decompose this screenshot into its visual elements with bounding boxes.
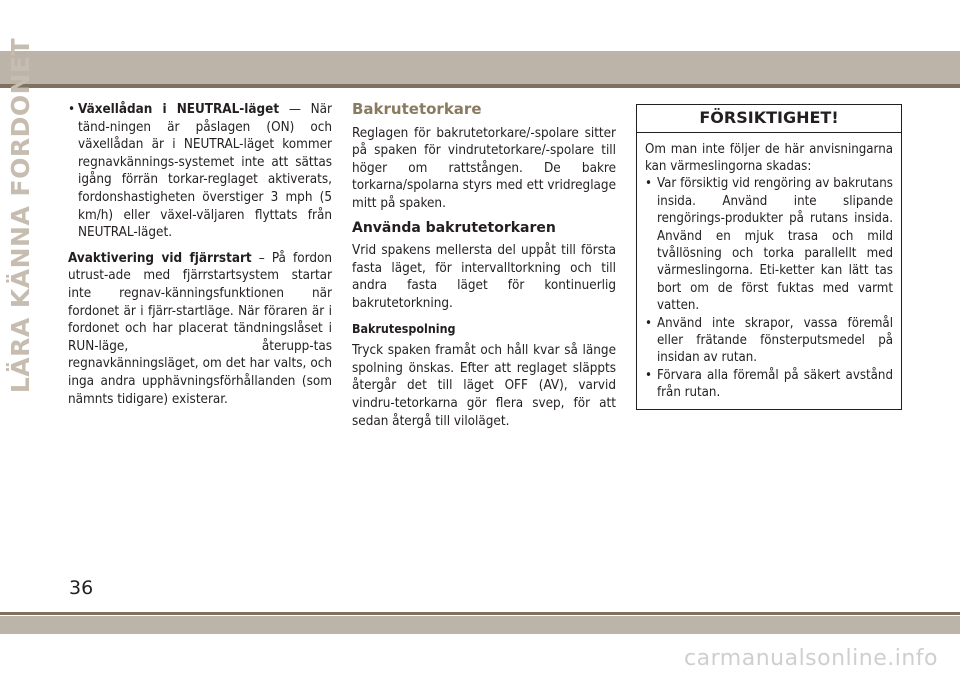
caution-body	[637, 133, 901, 409]
side-chapter-label	[3, 37, 39, 393]
subsection-heading: Använda bakrutetorkaren	[352, 219, 556, 236]
caution-item	[645, 315, 893, 367]
header-bar	[0, 51, 960, 84]
bullet-title: Växellådan i NEUTRAL-läget	[78, 102, 280, 117]
footer-bar	[0, 616, 960, 634]
column-left	[68, 101, 332, 408]
caution-intro: Om man inte följer de här anvisningarna kan värmeslingorna skadas:	[645, 141, 893, 174]
subsection-text: Vrid spakens mellersta del uppåt till första fasta läget, för intervalltorkning och till andra fasta läget för kontinuerlig bakrutetorkning.	[352, 243, 616, 311]
remote-start-title: Avaktivering vid fjärrstart	[68, 250, 252, 266]
caution-item-text: Var försiktig vid rengöring av bakrutans insida. Använd inte slipande rengörings-produkter på rutans insida. Använd en mjuk trasa och mild tvållösning och torka parallellt med värmeslingorna. Eti-ketter kan lätt tas bort om de först fuktas med varmt vatten.	[657, 176, 893, 314]
page-number: 36	[69, 577, 94, 599]
column-middle	[352, 101, 616, 430]
caution-box	[636, 104, 902, 410]
side-chapter-text: LÄRA KÄNNA FORDONET	[6, 37, 36, 393]
caution-item-text: Förvara alla föremål på säkert avstånd från rutan.	[657, 367, 893, 401]
bullet-dot: •	[645, 176, 652, 192]
bullet-text: — När tänd-ningen är påslagen (ON) och växellådan är i NEUTRAL-läget kommer regnavkännings-systemet inte att sättas igång förrän torkar-reglaget aktiverats, fordonshastigheten överstiger 3 mph (5 km/h) eller växel-väljaren flyttats från NEUTRAL-läget.	[78, 102, 333, 241]
washer-heading: Bakrutespolning	[352, 320, 456, 336]
caution-title: FÖRSIKTIGHET!	[637, 105, 901, 133]
caution-item-text: Använd inte skrapor, vassa föremål eller frätande fönsterputsmedel på insidan av rutan.	[657, 315, 893, 366]
header-rule	[0, 84, 960, 88]
caution-item	[645, 367, 893, 402]
remote-start-paragraph	[68, 250, 332, 408]
bullet-dot: •	[68, 102, 76, 117]
washer-text: Tryck spaken framåt och håll kvar så länge spolning önskas. Efter att reglaget släppts återgår det till läget OFF (AV), varvid vindru-tetorkarna gör flera svep, för att sedan återgå till viloläget.	[352, 343, 616, 429]
footer-rule	[0, 612, 960, 615]
bullet-neutral-mode	[68, 101, 332, 242]
bullet-dot: •	[645, 367, 652, 383]
column-right	[636, 104, 902, 410]
remote-start-text: – På fordon utrust-ade med fjärrstartsystem startar inte regnav-känningsfunktionen när fordonet är i fjärr-startläge. När föraren är i fordonet och har placerat tändningslåset i RUN-läge, återupp-tas regnavkänningsläget, om det har valts, och inga andra upphävningsförhållanden (som nämnts tidigare) existerar.	[68, 250, 332, 407]
top-margin	[0, 0, 960, 51]
section-heading: Bakrutetorkare	[352, 100, 482, 118]
bullet-dot: •	[645, 315, 652, 331]
section-intro: Reglagen för bakrutetorkare/-spolare sitter på spaken för vindrutetorkare/-spolare till höger om rattstången. De bakre torkarna/spolarna styrs med ett vridreglage mitt på spaken.	[352, 125, 616, 211]
caution-item	[645, 175, 893, 314]
watermark: carmanualsonline.info	[684, 646, 938, 671]
